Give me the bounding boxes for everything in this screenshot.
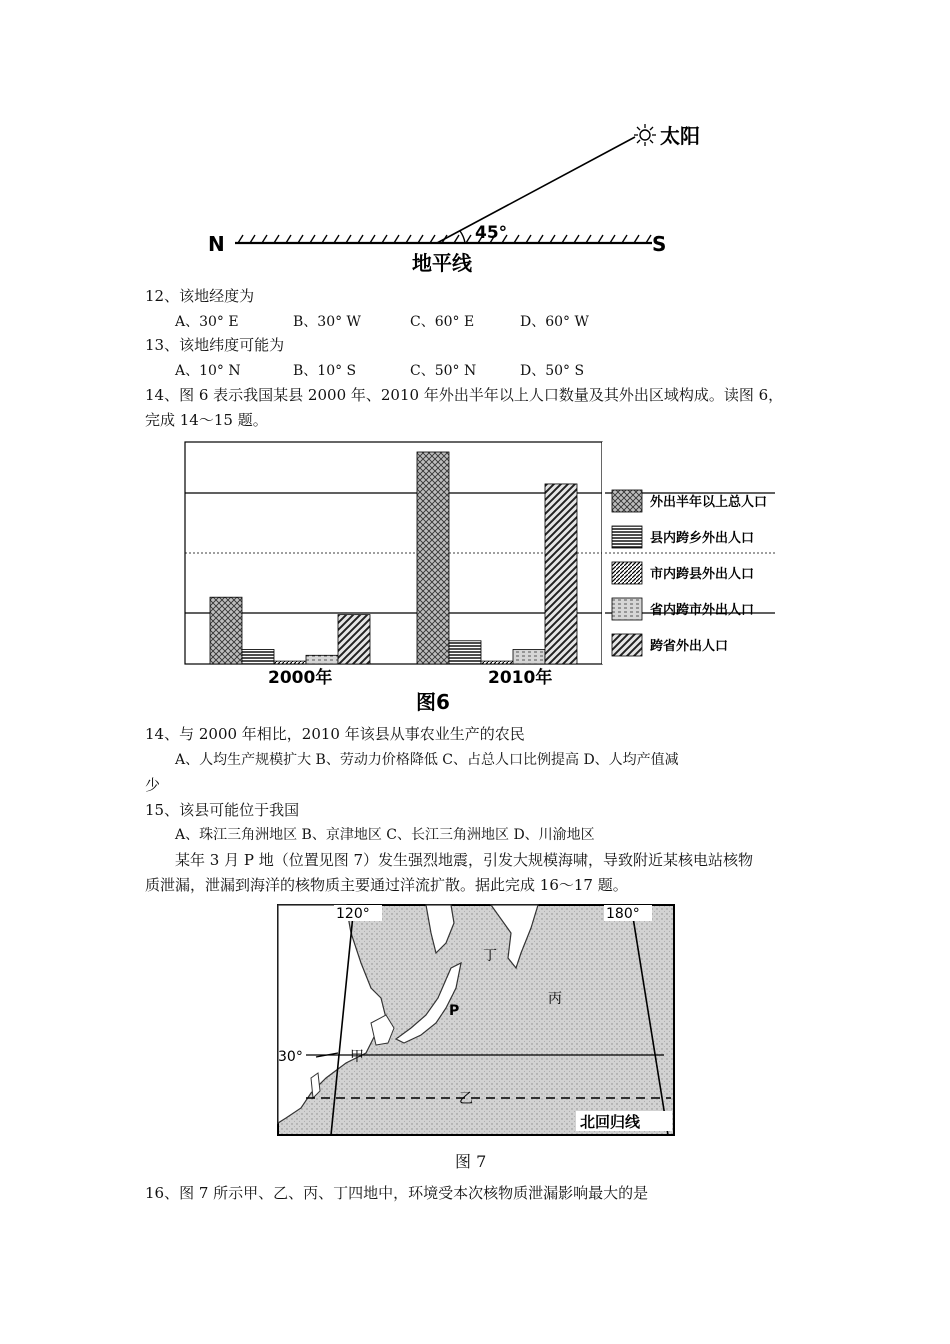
q13-option-a: A、10° N: [175, 363, 241, 379]
question-14-stem: 14、与 2000 年相比，2010 年该县从事农业生产的农民: [145, 725, 525, 743]
legend-swatch-2: [612, 562, 642, 584]
map-tropic-label: 北回归线: [580, 1113, 641, 1131]
q13-option-d: D、50° S: [520, 363, 585, 379]
question-14-wrap: 少: [145, 776, 161, 794]
legend-label-3: 省内跨市外出人口: [650, 603, 755, 618]
horizon-label: 地平线: [412, 251, 472, 275]
bar-2000-series-4: [338, 615, 370, 664]
question-15-stem: 15、该县可能位于我国: [145, 801, 300, 819]
question-13-stem: 13、该地纬度可能为: [145, 336, 285, 354]
map-label-bing: 丙: [548, 991, 562, 1007]
q12-option-d: D、60° W: [520, 314, 589, 330]
map-lat-30: 30°: [278, 1049, 303, 1065]
bar-2010-series-4: [545, 484, 577, 664]
legend-swatch-1: [612, 526, 642, 548]
intro-16-line1: 某年 3 月 P 地（位置见图 7）发生强烈地震，引发大规模海啸，导致附近某核电站核物: [175, 851, 754, 869]
bar-2010-series-2: [481, 661, 513, 664]
q13-option-b: B、10° S: [293, 363, 357, 379]
north-label: N: [208, 232, 225, 256]
map-label-jia: 甲: [350, 1049, 364, 1065]
question-12-stem: 12、该地经度为: [145, 287, 255, 305]
category-label-2010: 2010年: [488, 668, 553, 688]
question-16-stem: 16、图 7 所示甲、乙、丙、丁四地中，环境受本次核物质泄漏影响最大的是: [145, 1184, 649, 1202]
figure-7-map: [276, 903, 676, 1139]
q12-option-b: B、30° W: [293, 314, 361, 330]
intro-14-line2: 完成 14～15 题。: [145, 411, 268, 429]
sun-label: 太阳: [660, 124, 700, 148]
map-label-yi: 乙: [459, 1091, 473, 1107]
figure-7-caption: 图 7: [455, 1152, 487, 1171]
chart-title: 图6: [416, 690, 450, 714]
intro-16-line2: 质泄漏，泄漏到海洋的核物质主要通过洋流扩散。据此完成 16～17 题。: [145, 876, 628, 894]
legend-label-1: 县内跨乡外出人口: [650, 531, 755, 546]
bar-2000-series-2: [274, 661, 306, 664]
map-label-p: P: [449, 1003, 460, 1019]
bar-2000-series-0: [210, 597, 242, 664]
sun-altitude-diagram: [190, 115, 750, 275]
q13-option-c: C、50° N: [410, 363, 477, 379]
legend-label-0: 外出半年以上总人口: [650, 495, 768, 510]
legend-label-4: 跨省外出人口: [650, 639, 729, 654]
south-label: S: [652, 232, 667, 256]
bar-2000-series-3: [306, 655, 338, 664]
category-label-2000: 2000年: [268, 668, 333, 688]
question-14-options: A、人均生产规模扩大 B、劳动力价格降低 C、占总人口比例提高 D、人均产值减: [175, 752, 679, 768]
sun-icon: [634, 124, 656, 146]
bar-2010-series-3: [513, 649, 545, 664]
bar-2010-series-1: [449, 641, 481, 664]
map-label-ding: 丁: [483, 948, 497, 964]
map-lon-120: 120°: [336, 906, 370, 922]
intro-14-line1: 14、图 6 表示我国某县 2000 年、2010 年外出半年以上人口数量及其外出区域构成。读图 6，: [145, 386, 784, 404]
legend-swatch-4: [612, 634, 642, 656]
q12-option-a: A、30° E: [175, 314, 239, 330]
legend-swatch-0: [612, 490, 642, 512]
q12-option-c: C、60° E: [410, 314, 475, 330]
legend-swatch-3: [612, 598, 642, 620]
bar-2010-series-0: [417, 452, 449, 664]
bar-2000-series-1: [242, 649, 274, 664]
angle-label: 45°: [475, 223, 508, 243]
legend-label-2: 市内跨县外出人口: [650, 567, 755, 582]
map-lon-180: 180°: [606, 906, 640, 922]
question-15-options: A、珠江三角洲地区 B、京津地区 C、长江三角洲地区 D、川渝地区: [175, 827, 595, 843]
figure-6-chart: [180, 438, 780, 720]
